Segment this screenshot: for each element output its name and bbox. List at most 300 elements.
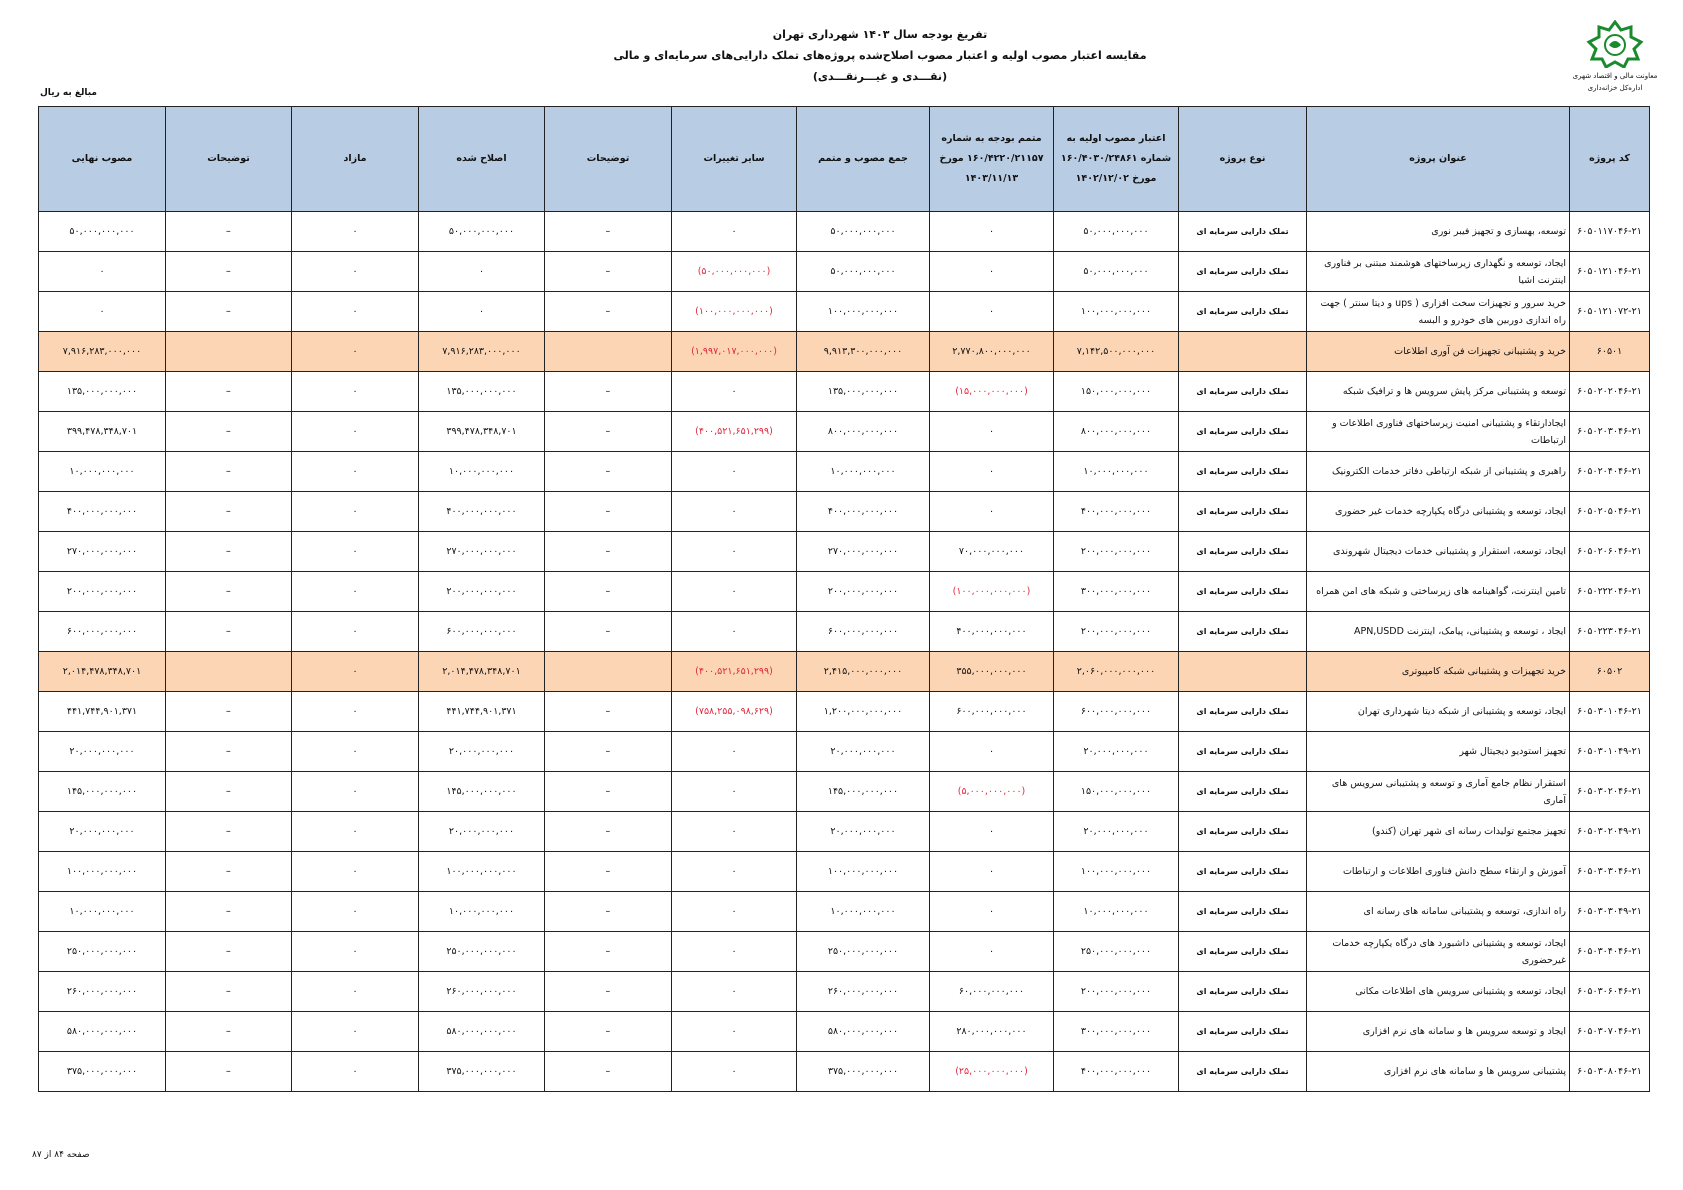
cell-budget-supplement: ۰ — [930, 212, 1054, 252]
cell-project-type: تملک دارایی سرمایه ای — [1179, 972, 1307, 1012]
table-row — [39, 692, 1650, 732]
cell-project-code: ۶۰۵۰۳۰۳۰۴۶-۲۱ — [1570, 852, 1650, 892]
cell-other-changes: ۰ — [672, 492, 797, 532]
cell-approved-plus-supplement: ۸۰۰,۰۰۰,۰۰۰,۰۰۰ — [797, 412, 930, 452]
cell-project-title: خرید سرور و تجهیزات سخت افزاری ( ups و دیتا سنتر ) جهت راه اندازی دوربین های خودرو و البسه — [1307, 292, 1570, 332]
cell-initial-approved: ۱۵۰,۰۰۰,۰۰۰,۰۰۰ — [1054, 372, 1179, 412]
table-row — [39, 972, 1650, 1012]
cell-approved-plus-supplement: ۵۰,۰۰۰,۰۰۰,۰۰۰ — [797, 212, 930, 252]
budget-table — [38, 106, 1650, 1092]
cell-project-code: ۶۰۵۰۲۰۶۰۴۶-۲۱ — [1570, 532, 1650, 572]
cell-project-type: تملک دارایی سرمایه ای — [1179, 732, 1307, 772]
cell-project-type: تملک دارایی سرمایه ای — [1179, 252, 1307, 292]
cell-final-approved: ۴۴۱,۷۴۴,۹۰۱,۳۷۱ — [39, 692, 166, 732]
cell-other-changes: (۴۰۰,۵۲۱,۶۵۱,۲۹۹) — [672, 652, 797, 692]
cell-project-code: ۶۰۵۰۱۱۷۰۴۶-۲۱ — [1570, 212, 1650, 252]
cell-surplus: ۰ — [292, 492, 419, 532]
cell-approved-plus-supplement: ۲۶۰,۰۰۰,۰۰۰,۰۰۰ — [797, 972, 930, 1012]
cell-project-title: ایجاد، توسعه و پشتیبانی سرویس های اطلاعات مکانی — [1307, 972, 1570, 1012]
cell-project-code: ۶۰۵۰۳۰۲۰۴۶-۲۱ — [1570, 772, 1650, 812]
cell-project-code: ۶۰۵۰۲۰۲۰۴۶-۲۱ — [1570, 372, 1650, 412]
cell-project-title: ایجاد، توسعه و پشتیبانی داشبورد های درگاه یکپارچه خدمات غیرحضوری — [1307, 932, 1570, 972]
cell-project-type: تملک دارایی سرمایه ای — [1179, 572, 1307, 612]
title-line2: مقایسه اعتبار مصوب اولیه و اعتبار مصوب اصلاح‌شده پروژه‌های تملک دارایی‌های سرمایه‌ای و مالی — [613, 49, 1147, 62]
cell-final-approved: ۲۰۰,۰۰۰,۰۰۰,۰۰۰ — [39, 572, 166, 612]
cell-description-1: – — [545, 212, 672, 252]
cell-approved-plus-supplement: ۲۰۰,۰۰۰,۰۰۰,۰۰۰ — [797, 572, 930, 612]
cell-project-type: تملک دارایی سرمایه ای — [1179, 892, 1307, 932]
cell-final-approved: ۱۳۵,۰۰۰,۰۰۰,۰۰۰ — [39, 372, 166, 412]
table-row — [39, 532, 1650, 572]
cell-other-changes: (۵۰,۰۰۰,۰۰۰,۰۰۰) — [672, 252, 797, 292]
cell-initial-approved: ۲۰۰,۰۰۰,۰۰۰,۰۰۰ — [1054, 612, 1179, 652]
cell-budget-supplement: ۰ — [930, 492, 1054, 532]
cell-project-type: تملک دارایی سرمایه ای — [1179, 372, 1307, 412]
cell-project-code: ۶۰۵۰۲۲۲۰۴۶-۲۱ — [1570, 572, 1650, 612]
cell-project-type: تملک دارایی سرمایه ای — [1179, 932, 1307, 972]
cell-description-2: – — [166, 1052, 292, 1092]
cell-other-changes: ۰ — [672, 212, 797, 252]
cell-approved-plus-supplement: ۲۷۰,۰۰۰,۰۰۰,۰۰۰ — [797, 532, 930, 572]
cell-initial-approved: ۳۰۰,۰۰۰,۰۰۰,۰۰۰ — [1054, 572, 1179, 612]
cell-other-changes: (۱۰۰,۰۰۰,۰۰۰,۰۰۰) — [672, 292, 797, 332]
cell-final-approved: ۱۰,۰۰۰,۰۰۰,۰۰۰ — [39, 452, 166, 492]
cell-description-2: – — [166, 772, 292, 812]
cell-initial-approved: ۲۰۰,۰۰۰,۰۰۰,۰۰۰ — [1054, 532, 1179, 572]
cell-other-changes: ۰ — [672, 1052, 797, 1092]
cell-project-code: ۶۰۵۰۲۰۳۰۴۶-۲۱ — [1570, 412, 1650, 452]
document-titles — [600, 24, 1160, 87]
cell-project-code: ۶۰۵۰۳۰۷۰۴۶-۲۱ — [1570, 1012, 1650, 1052]
cell-project-title: آموزش و ارتقاء سطح دانش فناوری اطلاعات و ارتباطات — [1307, 852, 1570, 892]
cell-surplus: ۰ — [292, 452, 419, 492]
cell-budget-supplement: (۱۰۰,۰۰۰,۰۰۰,۰۰۰) — [930, 572, 1054, 612]
cell-description-1: – — [545, 692, 672, 732]
cell-description-2 — [166, 332, 292, 372]
cell-final-approved: ۰ — [39, 292, 166, 332]
cell-description-2: – — [166, 292, 292, 332]
cell-other-changes: (۷۵۸,۲۵۵,۰۹۸,۶۲۹) — [672, 692, 797, 732]
cell-project-title: تجهیز استودیو دیجیتال شهر — [1307, 732, 1570, 772]
cell-project-code: ۶۰۵۰۳۰۱۰۴۶-۲۱ — [1570, 692, 1650, 732]
cell-surplus: ۰ — [292, 932, 419, 972]
cell-final-approved: ۱۰,۰۰۰,۰۰۰,۰۰۰ — [39, 892, 166, 932]
cell-other-changes: (۴۰۰,۵۲۱,۶۵۱,۲۹۹) — [672, 412, 797, 452]
title-line1: تفریغ بودجه سال ۱۴۰۳ شهرداری تهران — [772, 28, 988, 41]
cell-description-2: – — [166, 532, 292, 572]
cell-budget-supplement: ۰ — [930, 292, 1054, 332]
cell-surplus: ۰ — [292, 372, 419, 412]
cell-budget-supplement: ۰ — [930, 812, 1054, 852]
cell-approved-plus-supplement: ۵۸۰,۰۰۰,۰۰۰,۰۰۰ — [797, 1012, 930, 1052]
cell-project-code: ۶۰۵۰۳۰۶۰۴۶-۲۱ — [1570, 972, 1650, 1012]
cell-final-approved: ۱۰۰,۰۰۰,۰۰۰,۰۰۰ — [39, 852, 166, 892]
cell-project-title: ایجاد، توسعه و پشتیبانی از شبکه دیتا شهرداری تهران — [1307, 692, 1570, 732]
cell-project-code: ۶۰۵۰۲۰۵۰۴۶-۲۱ — [1570, 492, 1650, 532]
cell-project-title: خرید تجهیزات و پشتیبانی شبکه کامپیوتری — [1307, 652, 1570, 692]
cell-project-type: تملک دارایی سرمایه ای — [1179, 852, 1307, 892]
tehran-municipality-emblem-icon — [1584, 20, 1646, 68]
cell-project-code: ۶۰۵۰۱۲۱۰۷۲-۲۱ — [1570, 292, 1650, 332]
cell-project-type: تملک دارایی سرمایه ای — [1179, 212, 1307, 252]
cell-project-code: ۶۰۵۰۱ — [1570, 332, 1650, 372]
cell-description-2: – — [166, 252, 292, 292]
cell-approved-plus-supplement: ۱۰,۰۰۰,۰۰۰,۰۰۰ — [797, 452, 930, 492]
logo-line1: معاونت مالی و اقتصاد شهری — [1572, 72, 1658, 80]
cell-other-changes: ۰ — [672, 612, 797, 652]
cell-surplus: ۰ — [292, 292, 419, 332]
cell-other-changes: (۱,۹۹۷,۰۱۷,۰۰۰,۰۰۰) — [672, 332, 797, 372]
cell-project-code: ۶۰۵۰۳۰۲۰۴۹-۲۱ — [1570, 812, 1650, 852]
cell-revised: ۳۷۵,۰۰۰,۰۰۰,۰۰۰ — [419, 1052, 545, 1092]
cell-budget-supplement: ۰ — [930, 852, 1054, 892]
cell-revised: ۲۵۰,۰۰۰,۰۰۰,۰۰۰ — [419, 932, 545, 972]
cell-approved-plus-supplement: ۱۰۰,۰۰۰,۰۰۰,۰۰۰ — [797, 292, 930, 332]
cell-project-title: استقرار نظام جامع آماری و توسعه و پشتیبانی سرویس های آماری — [1307, 772, 1570, 812]
table-row — [39, 412, 1650, 452]
cell-surplus: ۰ — [292, 332, 419, 372]
cell-approved-plus-supplement: ۱۴۵,۰۰۰,۰۰۰,۰۰۰ — [797, 772, 930, 812]
cell-approved-plus-supplement: ۲۰,۰۰۰,۰۰۰,۰۰۰ — [797, 812, 930, 852]
cell-revised: ۵۰,۰۰۰,۰۰۰,۰۰۰ — [419, 212, 545, 252]
cell-description-1: – — [545, 492, 672, 532]
table-row — [39, 852, 1650, 892]
cell-other-changes: ۰ — [672, 932, 797, 972]
cell-description-1 — [545, 332, 672, 372]
cell-initial-approved: ۲۰,۰۰۰,۰۰۰,۰۰۰ — [1054, 732, 1179, 772]
logo-line2: اداره‌کل خزانه‌داری — [1587, 84, 1643, 92]
cell-revised: ۱۰,۰۰۰,۰۰۰,۰۰۰ — [419, 892, 545, 932]
cell-initial-approved: ۵۰,۰۰۰,۰۰۰,۰۰۰ — [1054, 252, 1179, 292]
cell-initial-approved: ۲۵۰,۰۰۰,۰۰۰,۰۰۰ — [1054, 932, 1179, 972]
cell-initial-approved: ۷,۱۴۲,۵۰۰,۰۰۰,۰۰۰ — [1054, 332, 1179, 372]
table-row — [39, 612, 1650, 652]
cell-project-code: ۶۰۵۰۱۲۱۰۴۶-۲۱ — [1570, 252, 1650, 292]
cell-description-2: – — [166, 892, 292, 932]
cell-project-type: تملک دارایی سرمایه ای — [1179, 412, 1307, 452]
cell-initial-approved: ۱۵۰,۰۰۰,۰۰۰,۰۰۰ — [1054, 772, 1179, 812]
cell-project-type: تملک دارایی سرمایه ای — [1179, 812, 1307, 852]
cell-budget-supplement: (۵,۰۰۰,۰۰۰,۰۰۰) — [930, 772, 1054, 812]
cell-approved-plus-supplement: ۱۰,۰۰۰,۰۰۰,۰۰۰ — [797, 892, 930, 932]
cell-project-title: ایجادارتقاء و پشتیبانی امنیت زیرساختهای فناوری اطلاعات و ارتباطات — [1307, 412, 1570, 452]
cell-description-2: – — [166, 732, 292, 772]
cell-other-changes: ۰ — [672, 972, 797, 1012]
table-row — [39, 252, 1650, 292]
cell-surplus: ۰ — [292, 772, 419, 812]
cell-other-changes: ۰ — [672, 732, 797, 772]
cell-final-approved: ۲۶۰,۰۰۰,۰۰۰,۰۰۰ — [39, 972, 166, 1012]
column-header-description-1: توضیحات — [545, 107, 672, 212]
cell-description-2: – — [166, 212, 292, 252]
cell-surplus: ۰ — [292, 812, 419, 852]
cell-surplus: ۰ — [292, 612, 419, 652]
column-header-final-approved: مصوب نهایی — [39, 107, 166, 212]
cell-description-2: – — [166, 572, 292, 612]
cell-surplus: ۰ — [292, 252, 419, 292]
cell-other-changes: ۰ — [672, 772, 797, 812]
cell-project-code: ۶۰۵۰۳۰۳۰۴۹-۲۱ — [1570, 892, 1650, 932]
cell-final-approved: ۵۰,۰۰۰,۰۰۰,۰۰۰ — [39, 212, 166, 252]
cell-description-1: – — [545, 412, 672, 452]
cell-revised: ۲,۰۱۴,۴۷۸,۳۴۸,۷۰۱ — [419, 652, 545, 692]
cell-project-type — [1179, 332, 1307, 372]
cell-approved-plus-supplement: ۳۷۵,۰۰۰,۰۰۰,۰۰۰ — [797, 1052, 930, 1092]
cell-project-type: تملک دارایی سرمایه ای — [1179, 1012, 1307, 1052]
cell-description-1: – — [545, 292, 672, 332]
cell-project-type: تملک دارایی سرمایه ای — [1179, 612, 1307, 652]
cell-other-changes: ۰ — [672, 892, 797, 932]
cell-other-changes: ۰ — [672, 852, 797, 892]
cell-final-approved: ۲۵۰,۰۰۰,۰۰۰,۰۰۰ — [39, 932, 166, 972]
cell-surplus: ۰ — [292, 692, 419, 732]
table-row — [39, 812, 1650, 852]
cell-revised: ۲۰,۰۰۰,۰۰۰,۰۰۰ — [419, 812, 545, 852]
cell-description-1: – — [545, 532, 672, 572]
cell-initial-approved: ۳۰۰,۰۰۰,۰۰۰,۰۰۰ — [1054, 1012, 1179, 1052]
table-header-row — [39, 107, 1650, 212]
cell-approved-plus-supplement: ۱,۲۰۰,۰۰۰,۰۰۰,۰۰۰ — [797, 692, 930, 732]
cell-surplus: ۰ — [292, 852, 419, 892]
table-row — [39, 212, 1650, 252]
cell-description-1: – — [545, 732, 672, 772]
cell-budget-supplement: ۰ — [930, 452, 1054, 492]
cell-budget-supplement: ۳۵۵,۰۰۰,۰۰۰,۰۰۰ — [930, 652, 1054, 692]
cell-revised: ۶۰۰,۰۰۰,۰۰۰,۰۰۰ — [419, 612, 545, 652]
cell-project-type: تملک دارایی سرمایه ای — [1179, 452, 1307, 492]
cell-project-type: تملک دارایی سرمایه ای — [1179, 772, 1307, 812]
cell-surplus: ۰ — [292, 1052, 419, 1092]
cell-initial-approved: ۱۰۰,۰۰۰,۰۰۰,۰۰۰ — [1054, 852, 1179, 892]
cell-surplus: ۰ — [292, 212, 419, 252]
cell-budget-supplement: ۲۸۰,۰۰۰,۰۰۰,۰۰۰ — [930, 1012, 1054, 1052]
cell-revised: ۷,۹۱۶,۲۸۳,۰۰۰,۰۰۰ — [419, 332, 545, 372]
cell-description-1: – — [545, 932, 672, 972]
cell-surplus: ۰ — [292, 412, 419, 452]
cell-budget-supplement: (۲۵,۰۰۰,۰۰۰,۰۰۰) — [930, 1052, 1054, 1092]
cell-revised: ۱۰۰,۰۰۰,۰۰۰,۰۰۰ — [419, 852, 545, 892]
cell-approved-plus-supplement: ۶۰۰,۰۰۰,۰۰۰,۰۰۰ — [797, 612, 930, 652]
cell-project-code: ۶۰۵۰۲۲۳۰۴۶-۲۱ — [1570, 612, 1650, 652]
table-row — [39, 932, 1650, 972]
cell-budget-supplement: ۰ — [930, 892, 1054, 932]
cell-project-title: راهبری و پشتیبانی از شبکه ارتباطی دفاتر خدمات الکترونیک — [1307, 452, 1570, 492]
cell-project-type: تملک دارایی سرمایه ای — [1179, 292, 1307, 332]
cell-description-1: – — [545, 1052, 672, 1092]
cell-description-2: – — [166, 972, 292, 1012]
cell-budget-supplement: ۶۰,۰۰۰,۰۰۰,۰۰۰ — [930, 972, 1054, 1012]
cell-initial-approved: ۴۰۰,۰۰۰,۰۰۰,۰۰۰ — [1054, 492, 1179, 532]
column-header-other-changes: سایر تغییرات — [672, 107, 797, 212]
cell-approved-plus-supplement: ۱۰۰,۰۰۰,۰۰۰,۰۰۰ — [797, 852, 930, 892]
cell-project-title: تامین اینترنت، گواهینامه های زیرساختی و شبکه های امن همراه — [1307, 572, 1570, 612]
cell-project-title: ایجاد، توسعه، استقرار و پشتیبانی خدمات دیجیتال شهروندی — [1307, 532, 1570, 572]
cell-final-approved: ۲۰,۰۰۰,۰۰۰,۰۰۰ — [39, 732, 166, 772]
cell-project-type — [1179, 652, 1307, 692]
cell-other-changes: ۰ — [672, 572, 797, 612]
cell-approved-plus-supplement: ۵۰,۰۰۰,۰۰۰,۰۰۰ — [797, 252, 930, 292]
cell-description-1: – — [545, 772, 672, 812]
cell-revised: ۲۰۰,۰۰۰,۰۰۰,۰۰۰ — [419, 572, 545, 612]
cell-description-2: – — [166, 492, 292, 532]
cell-budget-supplement: (۱۵,۰۰۰,۰۰۰,۰۰۰) — [930, 372, 1054, 412]
cell-revised: ۱۴۵,۰۰۰,۰۰۰,۰۰۰ — [419, 772, 545, 812]
cell-description-1: – — [545, 612, 672, 652]
cell-description-1: – — [545, 452, 672, 492]
column-header-revised: اصلاح شده — [419, 107, 545, 212]
cell-final-approved: ۴۰۰,۰۰۰,۰۰۰,۰۰۰ — [39, 492, 166, 532]
unit-note: مبالغ به ریال — [40, 88, 98, 98]
cell-description-1: – — [545, 572, 672, 612]
cell-budget-supplement: ۰ — [930, 412, 1054, 452]
cell-description-1: – — [545, 372, 672, 412]
cell-final-approved: ۱۴۵,۰۰۰,۰۰۰,۰۰۰ — [39, 772, 166, 812]
cell-description-2: – — [166, 372, 292, 412]
cell-project-code: ۶۰۵۰۳۰۱۰۴۹-۲۱ — [1570, 732, 1650, 772]
cell-description-2: – — [166, 692, 292, 732]
cell-budget-supplement: ۰ — [930, 252, 1054, 292]
column-header-project-code: کد پروژه — [1570, 107, 1650, 212]
cell-initial-approved: ۵۰,۰۰۰,۰۰۰,۰۰۰ — [1054, 212, 1179, 252]
cell-description-1: – — [545, 1012, 672, 1052]
cell-project-code: ۶۰۵۰۲۰۴۰۴۶-۲۱ — [1570, 452, 1650, 492]
cell-final-approved: ۲۰,۰۰۰,۰۰۰,۰۰۰ — [39, 812, 166, 852]
column-header-budget-supplement: متمم بودجه به شماره ۱۶۰/۴۲۲۰/۲۱۱۵۷ مورخ ۱۴۰۳/۱۱/۱۳ — [930, 107, 1054, 212]
cell-initial-approved: ۱۰,۰۰۰,۰۰۰,۰۰۰ — [1054, 892, 1179, 932]
table-row — [39, 732, 1650, 772]
cell-revised: ۱۳۵,۰۰۰,۰۰۰,۰۰۰ — [419, 372, 545, 412]
cell-project-title: توسعه، بهسازی و تجهیز فیبر نوری — [1307, 212, 1570, 252]
column-header-surplus: مازاد — [292, 107, 419, 212]
column-header-project-title: عنوان پروژه — [1307, 107, 1570, 212]
cell-other-changes: ۰ — [672, 452, 797, 492]
cell-budget-supplement: ۶۰۰,۰۰۰,۰۰۰,۰۰۰ — [930, 692, 1054, 732]
table-row — [39, 372, 1650, 412]
cell-final-approved: ۳۷۵,۰۰۰,۰۰۰,۰۰۰ — [39, 1052, 166, 1092]
cell-initial-approved: ۲,۰۶۰,۰۰۰,۰۰۰,۰۰۰ — [1054, 652, 1179, 692]
cell-initial-approved: ۶۰۰,۰۰۰,۰۰۰,۰۰۰ — [1054, 692, 1179, 732]
cell-description-2: – — [166, 452, 292, 492]
cell-project-title: ایجاد، توسعه و نگهداری زیرساختهای هوشمند مبتنی بر فناوری اینترنت اشیا — [1307, 252, 1570, 292]
cell-initial-approved: ۲۰۰,۰۰۰,۰۰۰,۰۰۰ — [1054, 972, 1179, 1012]
cell-project-code: ۶۰۵۰۳۰۸۰۴۶-۲۱ — [1570, 1052, 1650, 1092]
cell-revised: ۲۷۰,۰۰۰,۰۰۰,۰۰۰ — [419, 532, 545, 572]
table-row — [39, 1052, 1650, 1092]
cell-other-changes: ۰ — [672, 812, 797, 852]
cell-project-title: راه اندازی، توسعه و پشتیبانی سامانه های رسانه ای — [1307, 892, 1570, 932]
cell-revised: ۰ — [419, 252, 545, 292]
cell-final-approved: ۳۹۹,۴۷۸,۳۴۸,۷۰۱ — [39, 412, 166, 452]
table-row — [39, 772, 1650, 812]
table-row — [39, 492, 1650, 532]
cell-final-approved: ۷,۹۱۶,۲۸۳,۰۰۰,۰۰۰ — [39, 332, 166, 372]
cell-initial-approved: ۸۰۰,۰۰۰,۰۰۰,۰۰۰ — [1054, 412, 1179, 452]
cell-project-title: ایجاد ، توسعه و پشتیبانی، پیامک، اینترنت APN,USDD — [1307, 612, 1570, 652]
cell-description-2 — [166, 652, 292, 692]
cell-project-code: ۶۰۵۰۲ — [1570, 652, 1650, 692]
cell-approved-plus-supplement: ۴۰۰,۰۰۰,۰۰۰,۰۰۰ — [797, 492, 930, 532]
cell-description-2: – — [166, 412, 292, 452]
cell-project-title: ایجاد، توسعه و پشتیبانی درگاه یکپارچه خدمات غیر حضوری — [1307, 492, 1570, 532]
cell-project-title: تجهیز مجتمع تولیدات رسانه ای شهر تهران (کندو) — [1307, 812, 1570, 852]
cell-description-2: – — [166, 1012, 292, 1052]
table-row — [39, 292, 1650, 332]
table-row — [39, 1012, 1650, 1052]
cell-revised: ۲۰,۰۰۰,۰۰۰,۰۰۰ — [419, 732, 545, 772]
cell-surplus: ۰ — [292, 972, 419, 1012]
page-number: صفحه ۸۴ از ۸۷ — [32, 1150, 90, 1160]
cell-project-code: ۶۰۵۰۳۰۴۰۴۶-۲۱ — [1570, 932, 1650, 972]
table-body — [39, 212, 1650, 1092]
cell-other-changes: ۰ — [672, 1012, 797, 1052]
cell-project-title: خرید و پشتیبانی تجهیزات فن آوری اطلاعات — [1307, 332, 1570, 372]
cell-description-2: – — [166, 852, 292, 892]
cell-approved-plus-supplement: ۱۳۵,۰۰۰,۰۰۰,۰۰۰ — [797, 372, 930, 412]
subtotal-row — [39, 652, 1650, 692]
cell-description-2: – — [166, 812, 292, 852]
cell-surplus: ۰ — [292, 652, 419, 692]
cell-project-type: تملک دارایی سرمایه ای — [1179, 532, 1307, 572]
cell-final-approved: ۲,۰۱۴,۴۷۸,۳۴۸,۷۰۱ — [39, 652, 166, 692]
cell-project-type: تملک دارایی سرمایه ای — [1179, 492, 1307, 532]
table-row — [39, 572, 1650, 612]
cell-budget-supplement: ۴۰۰,۰۰۰,۰۰۰,۰۰۰ — [930, 612, 1054, 652]
cell-revised: ۵۸۰,۰۰۰,۰۰۰,۰۰۰ — [419, 1012, 545, 1052]
cell-surplus: ۰ — [292, 892, 419, 932]
cell-final-approved: ۶۰۰,۰۰۰,۰۰۰,۰۰۰ — [39, 612, 166, 652]
title-line3: (نقـــدی و غیـــرنقـــدی) — [812, 70, 948, 83]
cell-final-approved: ۲۷۰,۰۰۰,۰۰۰,۰۰۰ — [39, 532, 166, 572]
cell-project-type: تملک دارایی سرمایه ای — [1179, 1052, 1307, 1092]
column-header-approved-plus-supplement: جمع مصوب و متمم — [797, 107, 930, 212]
cell-description-1: – — [545, 972, 672, 1012]
municipality-logo — [1560, 20, 1670, 94]
column-header-project-type: نوع پروژه — [1179, 107, 1307, 212]
cell-description-1: – — [545, 252, 672, 292]
cell-revised: ۳۹۹,۴۷۸,۳۴۸,۷۰۱ — [419, 412, 545, 452]
column-header-initial-approved: اعتبار مصوب اولیه به شماره ۱۶۰/۴۰۳۰/۲۴۸۶۱ مورخ ۱۴۰۲/۱۲/۰۲ — [1054, 107, 1179, 212]
cell-budget-supplement: ۰ — [930, 732, 1054, 772]
cell-approved-plus-supplement: ۲,۴۱۵,۰۰۰,۰۰۰,۰۰۰ — [797, 652, 930, 692]
cell-project-type: تملک دارایی سرمایه ای — [1179, 692, 1307, 732]
cell-approved-plus-supplement: ۹,۹۱۳,۳۰۰,۰۰۰,۰۰۰ — [797, 332, 930, 372]
cell-approved-plus-supplement: ۲۰,۰۰۰,۰۰۰,۰۰۰ — [797, 732, 930, 772]
cell-revised: ۴۰۰,۰۰۰,۰۰۰,۰۰۰ — [419, 492, 545, 532]
cell-description-2: – — [166, 612, 292, 652]
cell-surplus: ۰ — [292, 532, 419, 572]
cell-revised: ۲۶۰,۰۰۰,۰۰۰,۰۰۰ — [419, 972, 545, 1012]
cell-revised: ۰ — [419, 292, 545, 332]
table-row — [39, 892, 1650, 932]
cell-budget-supplement: ۷۰,۰۰۰,۰۰۰,۰۰۰ — [930, 532, 1054, 572]
cell-project-title: پشتیبانی سرویس ها و سامانه های نرم افزاری — [1307, 1052, 1570, 1092]
cell-initial-approved: ۱۰,۰۰۰,۰۰۰,۰۰۰ — [1054, 452, 1179, 492]
cell-surplus: ۰ — [292, 572, 419, 612]
cell-final-approved: ۵۸۰,۰۰۰,۰۰۰,۰۰۰ — [39, 1012, 166, 1052]
cell-initial-approved: ۱۰۰,۰۰۰,۰۰۰,۰۰۰ — [1054, 292, 1179, 332]
cell-approved-plus-supplement: ۲۵۰,۰۰۰,۰۰۰,۰۰۰ — [797, 932, 930, 972]
cell-other-changes: ۰ — [672, 532, 797, 572]
cell-revised: ۴۴۱,۷۴۴,۹۰۱,۳۷۱ — [419, 692, 545, 732]
cell-description-1 — [545, 652, 672, 692]
table-row — [39, 452, 1650, 492]
cell-initial-approved: ۲۰,۰۰۰,۰۰۰,۰۰۰ — [1054, 812, 1179, 852]
cell-description-1: – — [545, 892, 672, 932]
cell-budget-supplement: ۰ — [930, 932, 1054, 972]
cell-budget-supplement: ۲,۷۷۰,۸۰۰,۰۰۰,۰۰۰ — [930, 332, 1054, 372]
subtotal-row — [39, 332, 1650, 372]
cell-description-2: – — [166, 932, 292, 972]
